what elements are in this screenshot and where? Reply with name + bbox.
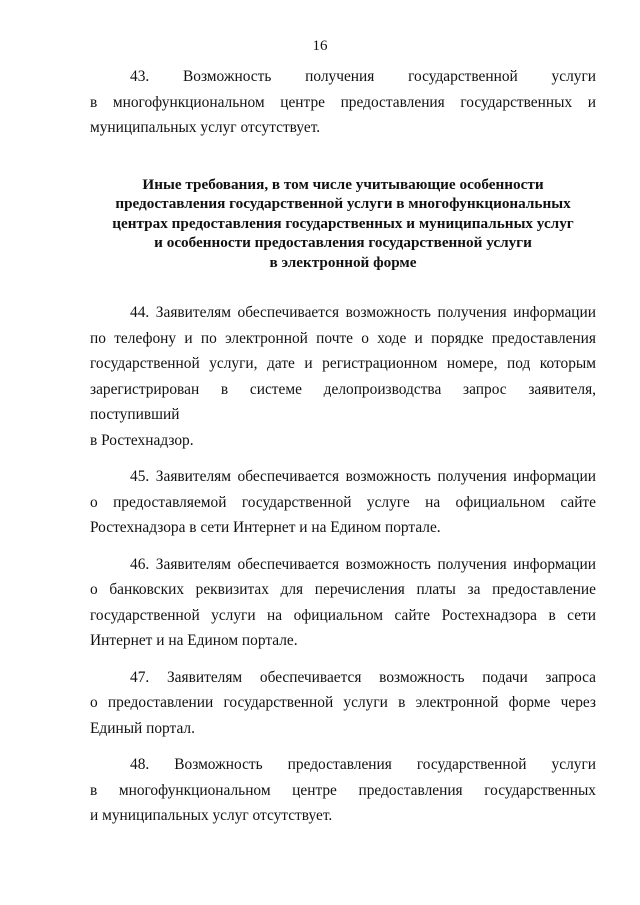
paragraph-line: о предоставлении государственной услуги в электронной форме через (90, 694, 596, 711)
heading-line: Иные требования, в том числе учитывающие особенности (142, 175, 544, 193)
paragraph-line: 45. Заявителям обеспечивается возможность получения информации (130, 468, 596, 485)
paragraph-line: в многофункциональном центре предоставления государственных (90, 781, 596, 799)
paragraph-line: Интернет и на Едином портале. (90, 632, 298, 649)
paragraph-line: в многофункциональном центре предоставления государственных и (90, 93, 596, 111)
paragraph-line: о банковских реквизитах для перечисления платы за предоставление (90, 581, 596, 598)
heading-line: предоставления государственной услуги в многофункциональных (115, 195, 571, 212)
paragraph-line: 43. Возможность получения государственной услуги (130, 68, 596, 85)
paragraph-43 (90, 64, 596, 141)
heading-line: в электронной форме (269, 253, 417, 271)
page-number: 16 (312, 38, 328, 54)
paragraph-line: государственной услуги, дате и регистрационном номере, под которым (90, 355, 596, 372)
paragraph-47 (90, 665, 596, 742)
paragraph-line: Ростехнадзора в сети Интернет и на Едином портале. (90, 519, 441, 536)
paragraph-line: 47. Заявителям обеспечивается возможность подачи запроса (130, 668, 596, 686)
paragraph-line: 44. Заявителям обеспечивается возможность получения информации (130, 304, 596, 321)
paragraph-line: по телефону и по электронной почте о ходе и порядке предоставления (90, 329, 596, 347)
paragraph-line: 46. Заявителям обеспечивается возможность получения информации (130, 555, 596, 573)
paragraph-line: Единый портал. (90, 719, 195, 737)
paragraph-line: 48. Возможность предоставления государственной услуги (130, 756, 596, 773)
paragraph-48 (90, 752, 596, 829)
paragraph-line: государственной услуги на официальном сайте Ростехнадзора в сети (90, 606, 596, 624)
paragraph-line: в Ростехнадзор. (90, 431, 194, 449)
heading-line: и особенности предоставления государственной услуги (154, 234, 532, 251)
heading-line: центрах предоставления государственных и муниципальных услуг (112, 214, 574, 232)
document-body (90, 64, 596, 840)
paragraph-line: зарегистрирован в системе делопроизводства запрос заявителя, поступивший (90, 380, 596, 423)
paragraph-45 (90, 464, 596, 541)
section-heading (90, 175, 596, 273)
paragraph-line: муниципальных услуг отсутствует. (90, 119, 321, 136)
paragraph-46 (90, 552, 596, 654)
paragraph-line: и муниципальных услуг отсутствует. (90, 807, 333, 824)
paragraph-44 (90, 300, 596, 453)
paragraph-line: о предоставляемой государственной услуге на официальном сайте (90, 493, 596, 511)
